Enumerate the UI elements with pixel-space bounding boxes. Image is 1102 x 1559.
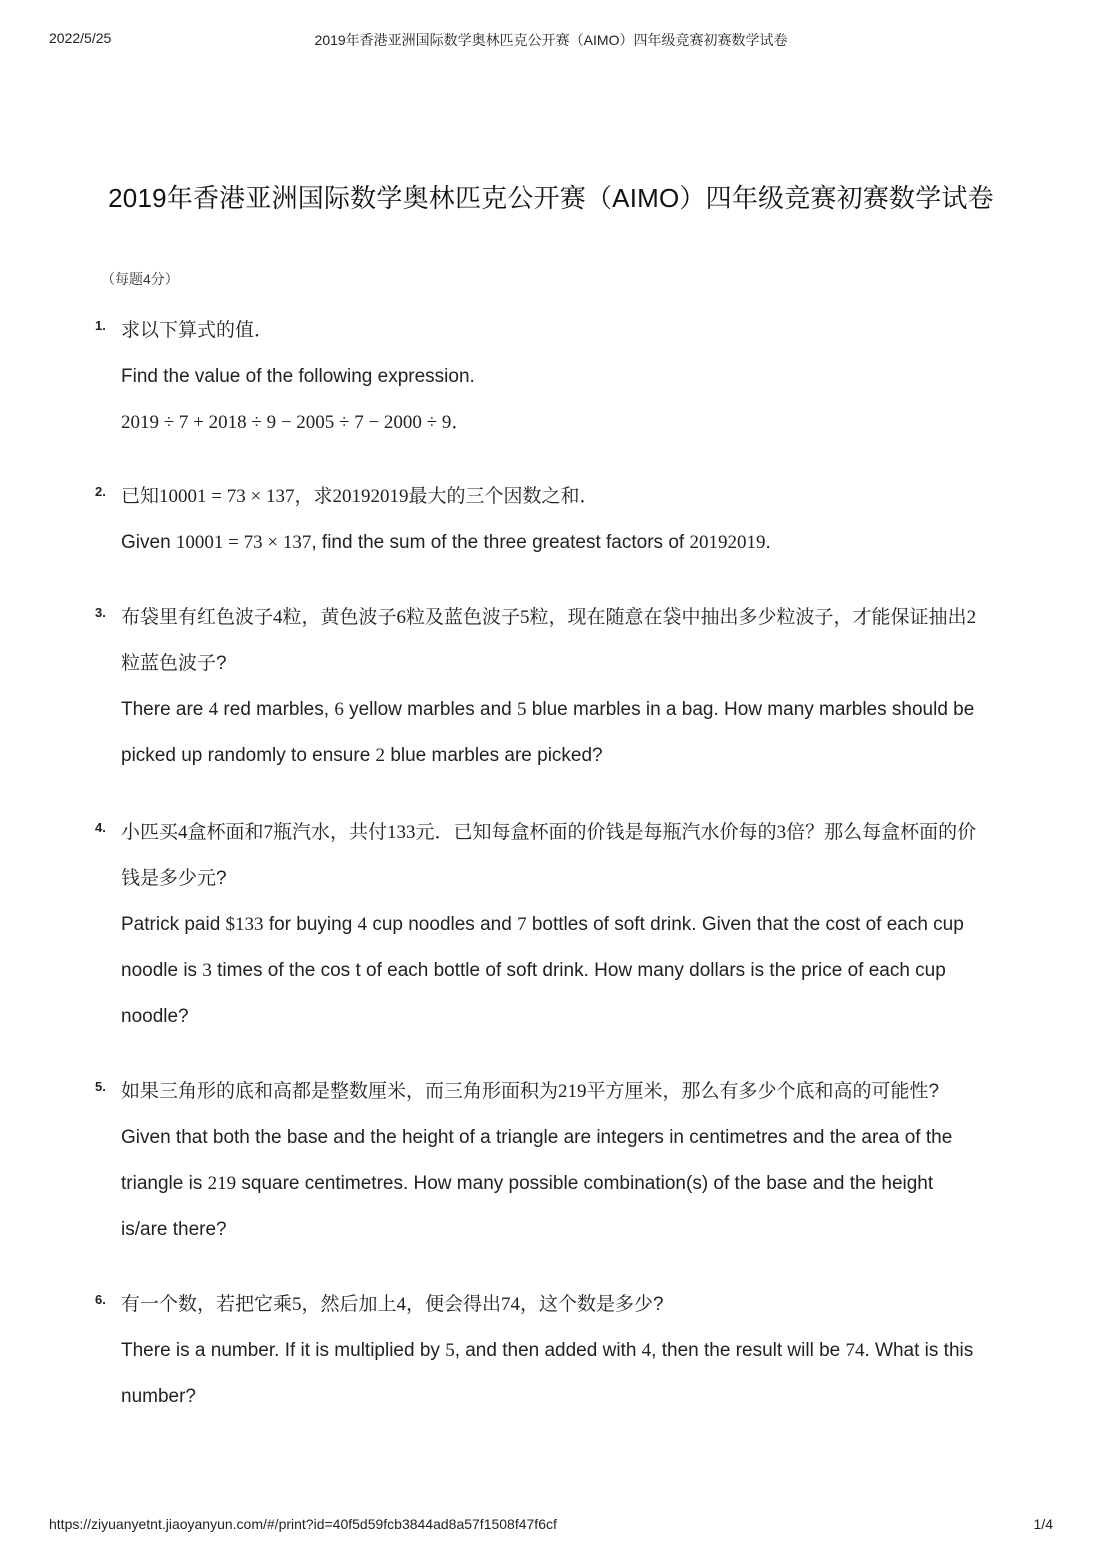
text-run: 已知 [121,486,160,507]
math-run: 7 [517,914,527,935]
math-run: $133 [225,914,264,935]
math-run: 4 [178,822,188,843]
text-run: blue marbles in a bag. How many marbles should be [526,699,975,720]
question-number: 6. [95,1292,106,1307]
text-run: red marbles, [218,699,335,720]
math-run: 20192019 [689,532,766,553]
text-run: ，然后加上 [301,1294,397,1315]
question-4 [95,810,1025,1040]
question-text-en [121,687,1025,733]
math-run: 74 [501,1294,521,1315]
math-run: 4 [273,607,283,628]
math-run: 5 [445,1340,455,1361]
text-run: 小匹买 [121,822,179,843]
question-text-en [121,1328,1025,1374]
math-run: 4 [396,1294,407,1315]
math-run: 133 [387,822,416,843]
question-text-zh: 求以下算式的值． [121,320,274,341]
text-run: 粒，黄色波子 [282,607,397,628]
text-run: 有一个数，若把它乘 [121,1294,293,1315]
text-run: cup noodles and [367,914,518,935]
text-run: . What is this [864,1340,974,1361]
math-run: 2 [966,607,977,628]
question-text-en-cont: number? [121,1386,196,1407]
print-url: https://ziyuanyetnt.jiaoyanyun.com/#/print?id=40f5d59fcb3844ad8a57f1508f47f6cf [49,1516,557,1532]
math-run: 4 [357,914,368,935]
question-6 [95,1282,1025,1420]
page-number: 1/4 [1033,1516,1053,1532]
text-run: There is a number. If it is multiplied by [121,1340,446,1361]
math-run: 5 [520,607,530,628]
math-run: 74 [845,1340,865,1361]
question-1 [95,308,1025,446]
text-run: 瓶汽水，共付 [273,822,388,843]
text-run: yellow marbles and [343,699,518,720]
question-text-zh [121,810,1025,856]
text-run: 粒及蓝色波子 [406,607,521,628]
text-run: times of the cos t of each bottle of soft drink. How many dollars is the price of each cup [211,960,946,981]
question-text-en [121,520,1025,566]
question-number: 3. [95,605,106,620]
question-text-en-cont [121,1161,1025,1207]
question-text-zh [121,1069,1025,1115]
question-number: 4. [95,820,106,835]
question-number: 5. [95,1079,106,1094]
math-run: 10001 = 73 × 137 [159,486,295,507]
question-text-en-cont: noodle? [121,1006,189,1027]
question-text-zh-cont: 粒蓝色波子? [121,653,227,674]
page-title: 2019年香港亚洲国际数学奥林匹克公开赛（AIMO）四年级竞赛初赛数学试卷 [108,183,994,213]
math-run: 3 [202,960,212,981]
print-date: 2022/5/25 [49,30,112,46]
question-text-zh [121,595,1025,641]
math-run: 7 [263,822,274,843]
question-text-en: Find the value of the following expression. [121,366,475,387]
text-run: bottles of soft drink. Given that the cost of each cup [526,914,964,935]
math-run: 10001 = 73 × 137 [175,532,312,553]
math-run: 6 [396,607,407,628]
text-run: square centimetres. How many possible combination(s) of the base and the height [236,1173,934,1194]
text-run: picked up randomly to ensure [121,745,376,766]
question-5 [95,1069,1025,1253]
text-run: 平方厘米，那么有多少个底和高的可能性? [586,1081,940,1102]
text-run: Given [121,532,176,553]
question-text-zh [121,474,1025,520]
question-text-zh-cont: 钱是多少元? [121,868,227,889]
question-3 [95,595,1025,779]
text-run: 如果三角形的底和高都是整数厘米，而三角形面积为 [121,1081,559,1102]
text-run: triangle is [121,1173,208,1194]
text-run: Patrick paid [121,914,226,935]
print-header-title: 2019年香港亚洲国际数学奥林匹克公开赛（AIMO）四年级竞赛初赛数学试卷 [314,32,788,48]
question-number: 1. [95,318,106,333]
question-text-en-cont [121,948,1025,994]
text-run: 倍？那么每盒杯面的价 [786,822,977,843]
math-run: 5 [517,699,527,720]
question-text-zh [121,1282,1025,1328]
text-run: for buying [263,914,358,935]
text-run: , and then added with [454,1340,642,1361]
text-run: noodle is [121,960,203,981]
math-expression: 2019 ÷ 7 + 2018 ÷ 9 − 2005 ÷ 7 − 2000 ÷ 9． [121,412,471,433]
text-run: 粒，现在随意在袋中抽出多少粒波子，才能保证抽出 [529,607,967,628]
question-text-en-cont [121,733,1025,779]
math-run: 3 [776,822,787,843]
question-number: 2. [95,484,106,499]
text-run: ，求 [294,486,333,507]
math-run: 2 [375,745,386,766]
text-run: , find the sum of the three greatest factors of [311,532,690,553]
question-text-en [121,902,1025,948]
math-run: 219 [207,1173,237,1194]
math-run: 4 [641,1340,652,1361]
question-text-en-cont: is/are there? [121,1219,227,1240]
question-2 [95,474,1025,566]
text-run: There are [121,699,209,720]
math-run: 6 [334,699,344,720]
text-run: 盒杯面和 [187,822,264,843]
text-run: ，这个数是多少? [520,1294,664,1315]
text-run: ，便会得出 [406,1294,502,1315]
question-text-en: Given that both the base and the height of a triangle are integers in centimetres and the area of the [121,1127,953,1148]
text-run: blue marbles are picked? [385,745,603,766]
text-run: 元．已知每盒杯面的价钱是每瓶汽水价每的 [415,822,777,843]
text-run: 最大的三个因数之和． [408,486,599,507]
math-run: 5 [292,1294,302,1315]
text-run: . [765,532,771,553]
score-note: （每题4分） [101,271,179,287]
math-run: 20192019 [332,486,409,507]
math-run: 4 [208,699,219,720]
text-run: 布袋里有红色波子 [121,607,274,628]
text-run: , then the result will be [651,1340,846,1361]
math-run: 219 [558,1081,587,1102]
